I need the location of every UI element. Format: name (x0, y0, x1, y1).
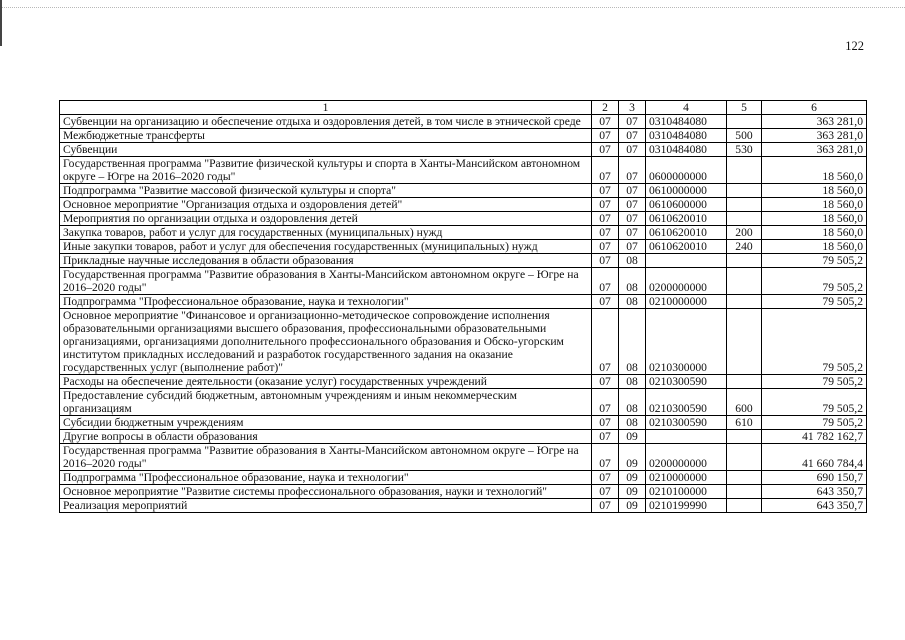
row-subsection: 08 (619, 309, 646, 375)
row-subsection: 09 (619, 430, 646, 444)
row-expense-type (727, 375, 762, 389)
table-row (60, 268, 867, 295)
row-name: Основное мероприятие "Финансовое и организационно-методическое сопровождение исполнения образовательными организациями высшего образования, профессиональными образовательными организациями, организациями дополнительного профессионального образования и Обско-угорским институтом прикладных исследований и разработок государственного задания на оказание государственных услуг (выполнение работ)" (60, 309, 592, 375)
table-row (60, 254, 867, 268)
budget-table (59, 100, 867, 513)
row-target-article: 0200000000 (646, 268, 727, 295)
row-expense-type (727, 430, 762, 444)
table-row (60, 375, 867, 389)
row-target-article: 0310484080 (646, 143, 727, 157)
row-section: 07 (592, 485, 619, 499)
row-name: Основное мероприятие "Организация отдыха и оздоровления детей" (60, 198, 592, 212)
row-name: Подпрограмма "Профессиональное образование, наука и технологии" (60, 295, 592, 309)
scan-artifact-line (0, 7, 905, 8)
row-expense-type (727, 499, 762, 513)
row-subsection: 09 (619, 485, 646, 499)
row-target-article: 0600000000 (646, 157, 727, 184)
row-target-article: 0610620010 (646, 240, 727, 254)
row-expense-type (727, 157, 762, 184)
row-section: 07 (592, 240, 619, 254)
row-target-article: 0610000000 (646, 184, 727, 198)
row-section: 07 (592, 226, 619, 240)
row-expense-type (727, 471, 762, 485)
row-name: Основное мероприятие "Развитие системы профессионального образования, науки и технологий" (60, 485, 592, 499)
row-amount: 363 281,0 (762, 143, 867, 157)
table-row (60, 430, 867, 444)
row-expense-type (727, 485, 762, 499)
row-amount: 690 150,7 (762, 471, 867, 485)
row-section: 07 (592, 143, 619, 157)
row-subsection: 09 (619, 499, 646, 513)
row-section: 07 (592, 212, 619, 226)
row-amount: 41 660 784,4 (762, 444, 867, 471)
row-name: Подпрограмма "Развитие массовой физической культуры и спорта" (60, 184, 592, 198)
row-amount: 18 560,0 (762, 198, 867, 212)
page-number: 122 (845, 39, 864, 53)
row-target-article: 0210300590 (646, 375, 727, 389)
header-col-2: 2 (592, 101, 619, 115)
row-target-article: 0610620010 (646, 212, 727, 226)
row-subsection: 07 (619, 198, 646, 212)
row-name: Субвенции на организацию и обеспечение отдыха и оздоровления детей, в том числе в этнической среде (60, 115, 592, 129)
row-section: 07 (592, 375, 619, 389)
row-target-article: 0310484080 (646, 115, 727, 129)
row-target-article: 0210100000 (646, 485, 727, 499)
row-expense-type: 530 (727, 143, 762, 157)
row-amount: 79 505,2 (762, 295, 867, 309)
row-amount: 18 560,0 (762, 157, 867, 184)
header-col-1: 1 (60, 101, 592, 115)
row-subsection: 08 (619, 295, 646, 309)
row-name: Субсидии бюджетным учреждениям (60, 416, 592, 430)
header-col-4: 4 (646, 101, 727, 115)
row-expense-type (727, 184, 762, 198)
row-amount: 18 560,0 (762, 212, 867, 226)
row-subsection: 07 (619, 157, 646, 184)
row-name: Мероприятия по организации отдыха и оздоровления детей (60, 212, 592, 226)
table-row (60, 115, 867, 129)
row-amount: 18 560,0 (762, 240, 867, 254)
row-expense-type: 610 (727, 416, 762, 430)
row-section: 07 (592, 184, 619, 198)
row-section: 07 (592, 444, 619, 471)
row-target-article: 0200000000 (646, 444, 727, 471)
row-target-article: 0210300000 (646, 309, 727, 375)
row-subsection: 09 (619, 444, 646, 471)
table-row (60, 416, 867, 430)
row-expense-type (727, 115, 762, 129)
table-row (60, 389, 867, 416)
table-row (60, 184, 867, 198)
row-name: Подпрограмма "Профессиональное образование, наука и технологии" (60, 471, 592, 485)
row-expense-type (727, 212, 762, 226)
row-expense-type (727, 295, 762, 309)
table-row (60, 295, 867, 309)
row-name: Расходы на обеспечение деятельности (оказание услуг) государственных учреждений (60, 375, 592, 389)
row-name: Государственная программа "Развитие образования в Ханты-Мансийском автономном округе – Югре на 2016–2020 годы" (60, 444, 592, 471)
row-amount: 79 505,2 (762, 254, 867, 268)
row-subsection: 07 (619, 226, 646, 240)
row-name: Другие вопросы в области образования (60, 430, 592, 444)
header-col-5: 5 (727, 101, 762, 115)
table-row (60, 212, 867, 226)
row-target-article: 0210000000 (646, 471, 727, 485)
row-name: Прикладные научные исследования в области образования (60, 254, 592, 268)
row-section: 07 (592, 198, 619, 212)
row-target-article (646, 430, 727, 444)
table-row (60, 129, 867, 143)
row-expense-type (727, 444, 762, 471)
table-row (60, 499, 867, 513)
row-target-article: 0210199990 (646, 499, 727, 513)
row-expense-type: 500 (727, 129, 762, 143)
row-subsection: 07 (619, 143, 646, 157)
row-amount: 79 505,2 (762, 268, 867, 295)
row-name: Иные закупки товаров, работ и услуг для обеспечения государственных (муниципальных) нужд (60, 240, 592, 254)
row-subsection: 08 (619, 268, 646, 295)
row-target-article: 0310484080 (646, 129, 727, 143)
table-row (60, 240, 867, 254)
row-section: 07 (592, 254, 619, 268)
header-col-6: 6 (762, 101, 867, 115)
row-amount: 79 505,2 (762, 416, 867, 430)
row-amount: 363 281,0 (762, 129, 867, 143)
scan-artifact-edge (0, 0, 2, 46)
row-amount: 18 560,0 (762, 184, 867, 198)
table-header-row (60, 101, 867, 115)
row-amount: 643 350,7 (762, 485, 867, 499)
row-target-article: 0210300590 (646, 389, 727, 416)
row-name: Государственная программа "Развитие образования в Ханты-Мансийском автономном округе – Югре на 2016–2020 годы" (60, 268, 592, 295)
row-expense-type (727, 309, 762, 375)
row-name: Предоставление субсидий бюджетным, автономным учреждениям и иным некоммерческим организациям (60, 389, 592, 416)
row-amount: 41 782 162,7 (762, 430, 867, 444)
row-section: 07 (592, 389, 619, 416)
row-name: Межбюджетные трансферты (60, 129, 592, 143)
row-section: 07 (592, 430, 619, 444)
row-target-article: 0210000000 (646, 295, 727, 309)
row-subsection: 07 (619, 240, 646, 254)
row-section: 07 (592, 295, 619, 309)
row-section: 07 (592, 157, 619, 184)
row-subsection: 07 (619, 115, 646, 129)
row-section: 07 (592, 499, 619, 513)
header-col-3: 3 (619, 101, 646, 115)
row-amount: 79 505,2 (762, 375, 867, 389)
row-subsection: 08 (619, 389, 646, 416)
row-expense-type (727, 268, 762, 295)
row-subsection: 07 (619, 212, 646, 226)
row-amount: 79 505,2 (762, 309, 867, 375)
row-section: 07 (592, 309, 619, 375)
row-target-article: 0610600000 (646, 198, 727, 212)
table-row (60, 309, 867, 375)
row-expense-type: 600 (727, 389, 762, 416)
row-expense-type (727, 198, 762, 212)
row-expense-type (727, 254, 762, 268)
table-row (60, 471, 867, 485)
row-section: 07 (592, 129, 619, 143)
row-name: Реализация мероприятий (60, 499, 592, 513)
row-target-article (646, 254, 727, 268)
row-amount: 363 281,0 (762, 115, 867, 129)
row-subsection: 07 (619, 184, 646, 198)
table-row (60, 198, 867, 212)
row-section: 07 (592, 416, 619, 430)
row-amount: 643 350,7 (762, 499, 867, 513)
row-subsection: 07 (619, 129, 646, 143)
table-row (60, 143, 867, 157)
row-target-article: 0610620010 (646, 226, 727, 240)
row-section: 07 (592, 115, 619, 129)
row-amount: 18 560,0 (762, 226, 867, 240)
row-name: Закупка товаров, работ и услуг для государственных (муниципальных) нужд (60, 226, 592, 240)
row-section: 07 (592, 268, 619, 295)
row-expense-type: 200 (727, 226, 762, 240)
row-target-article: 0210300590 (646, 416, 727, 430)
row-expense-type: 240 (727, 240, 762, 254)
row-amount: 79 505,2 (762, 389, 867, 416)
row-subsection: 08 (619, 254, 646, 268)
row-subsection: 08 (619, 375, 646, 389)
row-subsection: 08 (619, 416, 646, 430)
row-section: 07 (592, 471, 619, 485)
table-row (60, 444, 867, 471)
row-name: Субвенции (60, 143, 592, 157)
table-row (60, 157, 867, 184)
table-row (60, 485, 867, 499)
row-subsection: 09 (619, 471, 646, 485)
table-row (60, 226, 867, 240)
row-name: Государственная программа "Развитие физической культуры и спорта в Ханты-Мансийском автономном округе – Югре на 2016–2020 годы" (60, 157, 592, 184)
